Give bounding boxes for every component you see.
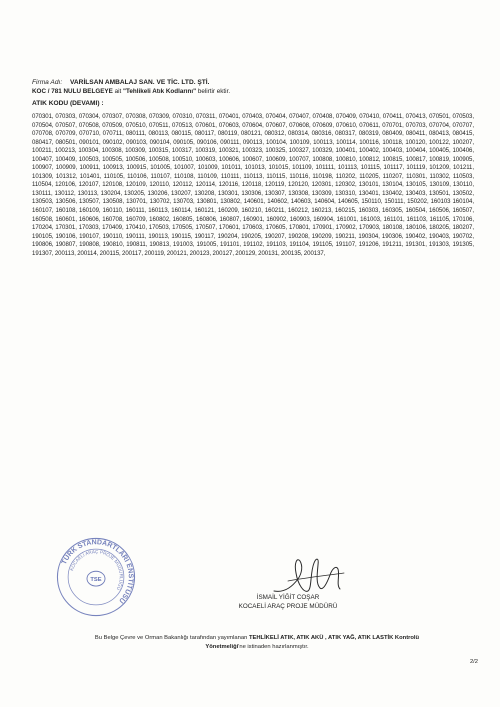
signatory-title: KOCAELİ ARAÇ PROJE MÜDÜRÜ: [238, 603, 338, 610]
waste-code-heading: ATIK KODU (DEVAMI) :: [32, 100, 104, 107]
svg-text:KOCAELİ ARAÇ PROJE MÜDÜRLÜĞÜ: [69, 549, 125, 591]
signatory-name: İSMAİL YİĞİT COŞAR: [256, 594, 320, 601]
waste-code-list: 070301, 070303, 070304, 070307, 070308, 070309, 070310, 070311, 070401, 070403, 070404, 070407, 070408, 070409, 070410, 070411, 070413, 070501, 070503, 070504, 070507, 070508, 070509, 070510, 070511, 070513, 070601, 070603, 070604, 070607, 070608, 070609, 070610, 070611, 070701, 070703, 070704, 070707, 070708, 070709, 070710, 070711, 080111, 080113, 080115, 080117, 080119, 080121, 080312, 080314, 080316, 080317, 080319, 080409, 080411, 080413, 080415, 080417, 080501, 090101, 090102, 090103, 090104, 090105, 090106, 090111, 090113, 100104, 100109, 100113, 100114, 100116, 100118, 100120, 100122, 100207, 100211, 100213, 100304, 100308, 100309, 100315, 100317, 100319, 100321, 100323, 100325, 100327, 100329, 100401, 100402, 100403, 100404, 100405, 100406, 100407, 100409, 100503, 100505, 100506, 100508, 100510, 100603, 100606, 100607, 100609, 100707, 100808, 100810, 100812, 100815, 100817, 100819, 100905, 100907, 100909, 100911, 100913, 100915, 101005, 101007, 101009, 101011, 101013, 101015, 101109, 101111, 101113, 101115, 101117, 101119, 101209, 101211, 101309, 101312, 101401, 110105, 110106, 110107, 110108, 110109, 110111, 110113, 110115, 110116, 110198, 110202, 110205, 110207, 110301, 110302, 110503, 110504, 120106, 120107, 120108, 120109, 120110, 120112, 120114, 120116, 120118, 120119, 120120, 120301, 120302, 130101, 130104, 130105, 130109, 130110, 130111, 130112, 130113, 130204, 130205, 130206, 130207, 130208, 130301, 130306, 130307, 130308, 130309, 130310, 130401, 130402, 130403, 130501, 130502, 130503, 130506, 130507, 130508, 130701, 130702, 130703, 130801, 130802, 140601, 140602, 140603, 140604, 140605, 150110, 150111, 150202, 160103 160104, 160107, 160108, 160109, 160110, 160111, 160113, 160114, 160121, 160209, 160210, 160211, 160212, 160213, 160215, 160303, 160305, 160504, 160506, 160507, 160508, 160601, 160606, 160708, 160709, 160802, 160805, 160806, 160807, 160901, 160902, 160903, 160904, 161001, 161003, 161101, 161103, 161105, 170106, 170204, 170301, 170303, 170409, 170410, 170503, 170505, 170507, 170601, 170603, 170605, 170801, 170901, 170902, 170903, 180108, 180106, 180205, 180207, 190105, 190106, 190107, 190110, 190111, 190113, 190115, 190117, 190204, 190205, 190207, 190208, 190209, 190211, 190304, 190306, 190402, 190403, 190702, 190806, 190807, 190808, 190810, 190811, 190813, 191003, 191005, 191101, 191102, 191103, 191104, 191105, 191107, 191206, 191211, 191301, 191303, 191305, 191307, 200113, 200114, 200115, 200117, 200119, 200121, 200123, 200127, 200129, 200131, 200135, 200137,: [32, 114, 474, 257]
footer-part1: Bu Belge Çevre ve Orman Bakanlığı tarafından yayımlanan: [94, 635, 249, 641]
certificate-quoted: "Tehlikeli Atık Kodlarını": [122, 88, 197, 95]
company-line: [32, 79, 209, 86]
footer-bold1: TEHLİKELİ ATIK, ATIK AKÜ , ATIK YAĞ, ATIK LASTİK Kontrolü: [248, 635, 420, 641]
seal-outer-text: TÜRK STANDARTLARI ENSTİTÜSÜ: [60, 539, 134, 605]
page-number: 2/2: [469, 659, 478, 665]
certificate-middle: ait: [112, 88, 123, 95]
seal-stamp: [55, 536, 137, 618]
footer-part2: 'ne istinaden hazırlanmıştır.: [238, 643, 309, 650]
seal-logo: TSE: [90, 577, 102, 584]
certificate-tail: belirtir ektir.: [196, 88, 231, 95]
certificate-reference: [32, 88, 230, 95]
company-name: VARİLSAN AMBALAJ SAN. VE TİC. LTD. ŞTİ.: [70, 79, 210, 86]
company-label: Firma Adı:: [32, 79, 63, 86]
footer-bold2: Yönetmeliği: [205, 643, 239, 650]
certificate-code: KOC / 781 NULU BELGEYE: [32, 88, 113, 95]
seal-inner-text: KOCAELİ ARAÇ PROJE MÜDÜRLÜĞÜ: [69, 549, 124, 591]
footer-note: [92, 634, 422, 651]
